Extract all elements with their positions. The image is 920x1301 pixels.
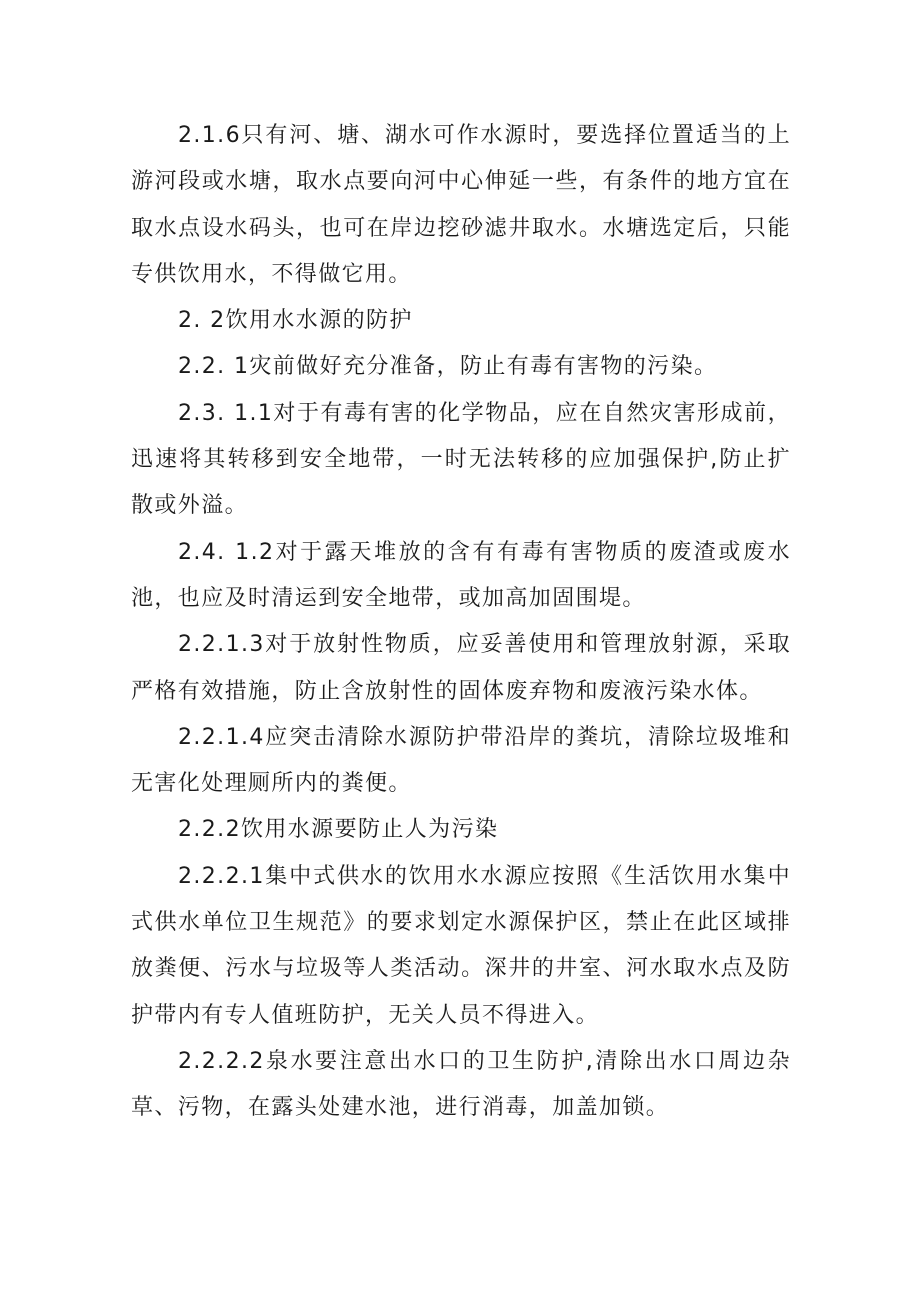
paragraph-2-2-2-2: 2.2.2.2泉水要注意出水口的卫生防护,清除出水口周边杂草、污物，在露头处建水池，进行消毒，加盖加锁。 — [131, 1048, 791, 1121]
section-heading-2-2: 2. 2饮用水水源的防护 — [178, 308, 413, 334]
paragraph-2-2-1: 2.2. 1灾前做好充分准备，防止有毒有害物的污染。 — [178, 354, 718, 380]
paragraph-2-1-6: 2.1.6只有河、塘、湖水可作水源时，要选择位置适当的上游河段或水塘，取水点要向河中心伸延一些，有条件的地方宜在取水点设水码头，也可在岸边挖砂滤井取水。水塘选定后，只能专供饮用水，不得做它用。 — [131, 123, 791, 287]
paragraph-2-2-1-3: 2.2.1.3对于放射性物质，应妥善使用和管理放射源，采取严格有效措施，防止含放射性的固体废弃物和废液污染水体。 — [131, 632, 791, 704]
section-heading-2-2-2: 2.2.2饮用水源要防止人为污染 — [178, 817, 499, 843]
paragraph-2-2-1-4: 2.2.1.4应突击清除水源防护带沿岸的粪坑，清除垃圾堆和无害化处理厕所内的粪便。 — [131, 724, 791, 797]
document-body — [131, 113, 791, 1132]
paragraph-2-4-1-2: 2.4. 1.2对于露天堆放的含有有毒有害物质的废渣或废水池，也应及时清运到安全地带，或加高加固围堤。 — [131, 539, 791, 611]
paragraph-2-2-2-1: 2.2.2.1集中式供水的饮用水水源应按照《生活饮用水集中式供水单位卫生规范》的要求划定水源保护区，禁止在此区域排放粪便、污水与垃圾等人类活动。深井的井室、河水取水点及防护带内有专人值班防护，无关人员不得进入。 — [131, 863, 791, 1028]
paragraph-2-3-1-1: 2.3. 1.1对于有毒有害的化学物品，应在自然灾害形成前，迅速将其转移到安全地带，一时无法转移的应加强保护,防止扩散或外溢。 — [131, 400, 791, 519]
